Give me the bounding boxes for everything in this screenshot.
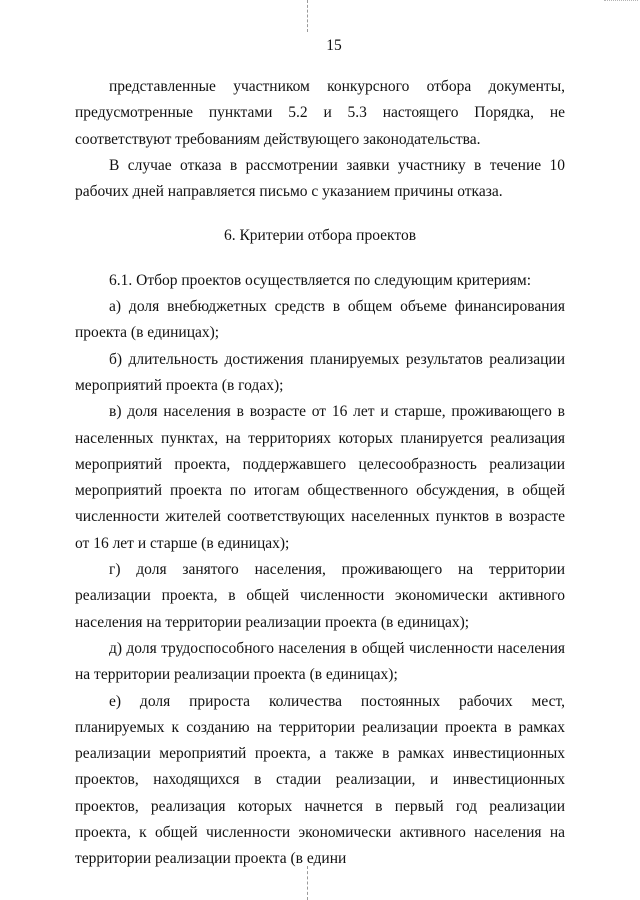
criterion-g: г) доля занятого населения, проживающего на территории реализации проекта, в общей численности экономически активного населения на территории реализации проекта (в единицах); (75, 561, 565, 631)
criterion-v: в) доля населения в возрасте от 16 лет и старше, проживающего в населенных пунктах, на территориях которых планируется реализация мероприятий проекта, поддержавшего целесообразность реализации мероприятий проекта по итогам общественного обсуждения, в общей численности жителей соответствующих населенных пунктов в возрасте от 16 лет и старше (в единицах); (75, 403, 565, 552)
criterion-e: е) доля прироста количества постоянных рабочих мест, планируемых к созданию на территории реализации проекта в рамках реализации мероприятий проекта, а также в рамках инвестиционных проектов, находящихся в стадии реализации, и инвестиционных проектов, реализация которых начнется в первый год реализации проекта, к общей численности экономически активного населения на территории реализации проекта (в едини (75, 692, 565, 868)
scan-fold-line-top (307, 0, 308, 32)
document-body (75, 74, 565, 873)
criterion-d: д) доля трудоспособного населения в общей численности населения на территории реализации проекта (в единицах); (75, 639, 565, 684)
paragraph-documents-not-compliant: представленные участником конкурсного отбора документы, предусмотренные пунктами 5.2 и 5.3 настоящего Порядка, не соответствуют требованиям действующего законодательства. (75, 78, 565, 148)
criterion-a: а) доля внебюджетных средств в общем объеме финансирования проекта (в единицах); (75, 298, 565, 342)
section-heading: 6. Критерии отбора проектов (223, 227, 417, 245)
criterion-b: б) длительность достижения планируемых результатов реализации мероприятий проекта (в годах); (75, 350, 565, 394)
scan-corner-mark (604, 0, 638, 5)
page-number: 15 (326, 37, 342, 54)
paragraph-6-1: 6.1. Отбор проектов осуществляется по следующим критериям: (109, 271, 532, 289)
paragraph-refusal-letter: В случае отказа в рассмотрении заявки участнику в течение 10 рабочих дней направляется письмо с указанием причины отказа. (75, 156, 565, 201)
